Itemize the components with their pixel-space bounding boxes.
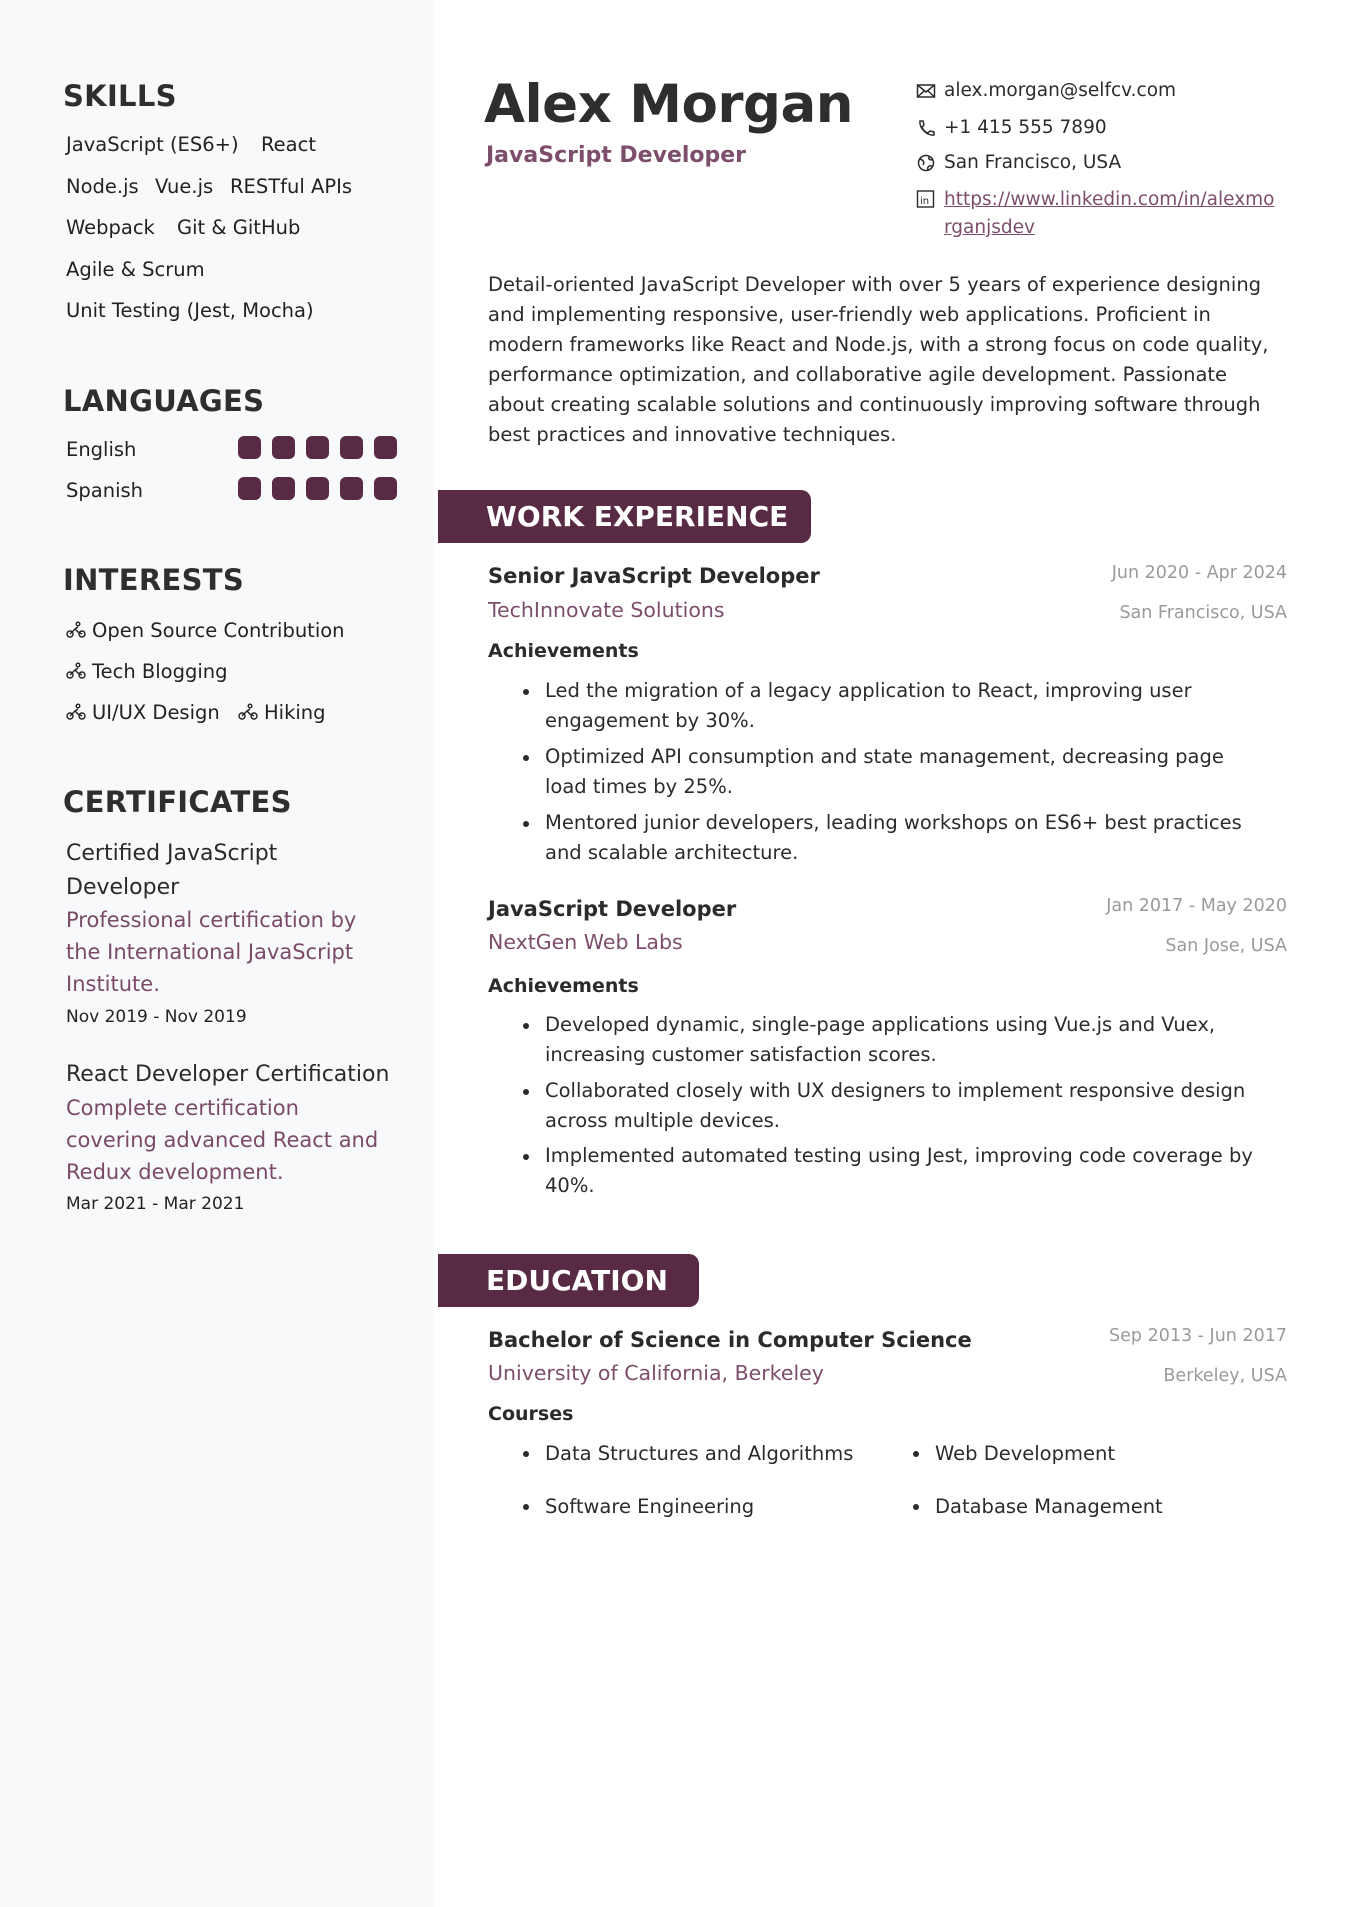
school-name: University of California, Berkeley (488, 1361, 824, 1385)
degree-title: Bachelor of Science in Computer Science (488, 1328, 972, 1352)
cyclist-icon (238, 703, 258, 721)
job-title: Senior JavaScript Developer (488, 564, 820, 588)
skill-item: Vue.js (155, 175, 214, 198)
bullet (523, 1023, 529, 1029)
phone-icon (916, 119, 936, 137)
bullet (523, 1089, 529, 1095)
linkedin-icon (916, 190, 936, 208)
contact-location: San Francisco, USA (944, 152, 1122, 173)
summary-line: and implementing responsive, user-friendly web applications. Proficient in (488, 303, 1211, 326)
achievement-text: increasing customer satisfaction scores. (545, 1043, 937, 1066)
certificate-description: Redux development. (66, 1160, 284, 1184)
certificate-date: Nov 2019 - Nov 2019 (66, 1007, 247, 1027)
skill-item: Node.js (66, 175, 139, 198)
languages-heading: LANGUAGES (63, 384, 265, 418)
certificates-heading: CERTIFICATES (63, 785, 292, 819)
interest-item: UI/UX Design (66, 703, 220, 723)
job-company: NextGen Web Labs (488, 930, 683, 954)
language-name: English (66, 438, 137, 461)
level-dot (306, 477, 329, 500)
summary-line: performance optimization, and collaborative agile development. Passionate (488, 363, 1228, 386)
certificate-description: Institute. (66, 972, 160, 996)
course-item: Web Development (935, 1442, 1115, 1465)
skill-item: Unit Testing (Jest, Mocha) (66, 299, 314, 322)
skill-item: Agile & Scrum (66, 258, 205, 281)
skill-item: JavaScript (ES6+) (66, 133, 239, 156)
sidebar (0, 0, 434, 1907)
certificate-date: Mar 2021 - Mar 2021 (66, 1194, 245, 1214)
contact-linkedin-link[interactable]: rganjsdev (944, 217, 1035, 238)
certificate-description: Professional certification by (66, 908, 357, 932)
interest-item: Hiking (238, 703, 326, 723)
bullet (913, 1504, 919, 1510)
interest-item: Tech Blogging (66, 662, 228, 682)
job-location: San Francisco, USA (1119, 603, 1287, 623)
level-dot (340, 477, 363, 500)
summary-line: modern frameworks like React and Node.js, with a strong focus on code quality, (488, 333, 1269, 356)
cyclist-icon (66, 621, 86, 639)
course-item: Software Engineering (545, 1495, 755, 1518)
skills-heading: SKILLS (63, 79, 177, 113)
certificate-title: Certified JavaScript (66, 841, 278, 866)
bullet (523, 1504, 529, 1510)
course-item: Database Management (935, 1495, 1163, 1518)
contact-linkedin-link[interactable]: https://www.linkedin.com/in/alexmo (944, 189, 1275, 210)
skill-item: RESTful APIs (230, 175, 353, 198)
level-dot (340, 436, 363, 459)
achievement-text: Collaborated closely with UX designers to implement responsive design (545, 1079, 1246, 1102)
bullet (523, 755, 529, 761)
bullet (523, 689, 529, 695)
bullet (523, 1451, 529, 1457)
work-experience-heading: WORK EXPERIENCE (438, 490, 811, 543)
certificate-title: React Developer Certification (66, 1062, 390, 1087)
education-heading: EDUCATION (438, 1254, 699, 1307)
achievement-text: engagement by 30%. (545, 709, 755, 732)
summary-line: best practices and innovative techniques. (488, 423, 897, 446)
candidate-title: JavaScript Developer (486, 143, 747, 168)
candidate-name: Alex Morgan (484, 74, 853, 135)
achievement-text: Led the migration of a legacy application to React, improving user (545, 679, 1192, 702)
courses-heading: Courses (488, 1403, 574, 1425)
achievement-text: and scalable architecture. (545, 841, 799, 864)
certificate-description: covering advanced React and (66, 1128, 379, 1152)
course-item: Data Structures and Algorithms (545, 1442, 854, 1465)
achievement-text: across multiple devices. (545, 1109, 780, 1132)
level-dot (238, 436, 261, 459)
achievement-text: 40%. (545, 1174, 595, 1197)
job-company: TechInnovate Solutions (488, 598, 725, 622)
cyclist-icon (66, 703, 86, 721)
summary-line: about creating scalable solutions and continuously improving software through (488, 393, 1261, 416)
level-dot (306, 436, 329, 459)
certificate-title: Developer (66, 875, 180, 900)
level-dot (272, 477, 295, 500)
achievements-heading: Achievements (488, 640, 639, 662)
contact-email[interactable]: alex.morgan@selfcv.com (944, 80, 1177, 101)
skill-item: Webpack (66, 216, 155, 239)
level-dot (374, 477, 397, 500)
svg-text:in: in (920, 196, 930, 207)
bullet (523, 1154, 529, 1160)
skill-item: Git & GitHub (177, 216, 301, 239)
education-location: Berkeley, USA (1163, 1366, 1287, 1386)
achievement-text: Implemented automated testing using Jest, improving code coverage by (545, 1144, 1253, 1167)
job-dates: Jun 2020 - Apr 2024 (1111, 563, 1287, 583)
envelope-icon (916, 82, 936, 100)
skill-item: React (261, 133, 316, 156)
bullet (523, 821, 529, 827)
contact-phone[interactable]: +1 415 555 7890 (944, 117, 1107, 138)
level-dot (272, 436, 295, 459)
job-location: San Jose, USA (1165, 936, 1287, 956)
achievement-text: Optimized API consumption and state management, decreasing page (545, 745, 1224, 768)
certificate-description: Complete certification (66, 1096, 299, 1120)
achievement-text: load times by 25%. (545, 775, 733, 798)
level-dot (238, 477, 261, 500)
summary-line: Detail-oriented JavaScript Developer with over 5 years of experience designing (488, 273, 1262, 296)
level-dot (374, 436, 397, 459)
achievements-heading: Achievements (488, 975, 639, 997)
job-title: JavaScript Developer (488, 897, 737, 921)
job-dates: Jan 2017 - May 2020 (1106, 896, 1287, 916)
bullet (913, 1451, 919, 1457)
language-name: Spanish (66, 479, 144, 502)
globe-icon (916, 154, 936, 172)
interest-item: Open Source Contribution (66, 621, 345, 641)
achievement-text: Developed dynamic, single-page applications using Vue.js and Vuex, (545, 1013, 1216, 1036)
education-dates: Sep 2013 - Jun 2017 (1109, 1326, 1287, 1346)
certificate-description: the International JavaScript (66, 940, 354, 964)
cyclist-icon (66, 662, 86, 680)
interests-heading: INTERESTS (63, 563, 245, 597)
achievement-text: Mentored junior developers, leading workshops on ES6+ best practices (545, 811, 1242, 834)
